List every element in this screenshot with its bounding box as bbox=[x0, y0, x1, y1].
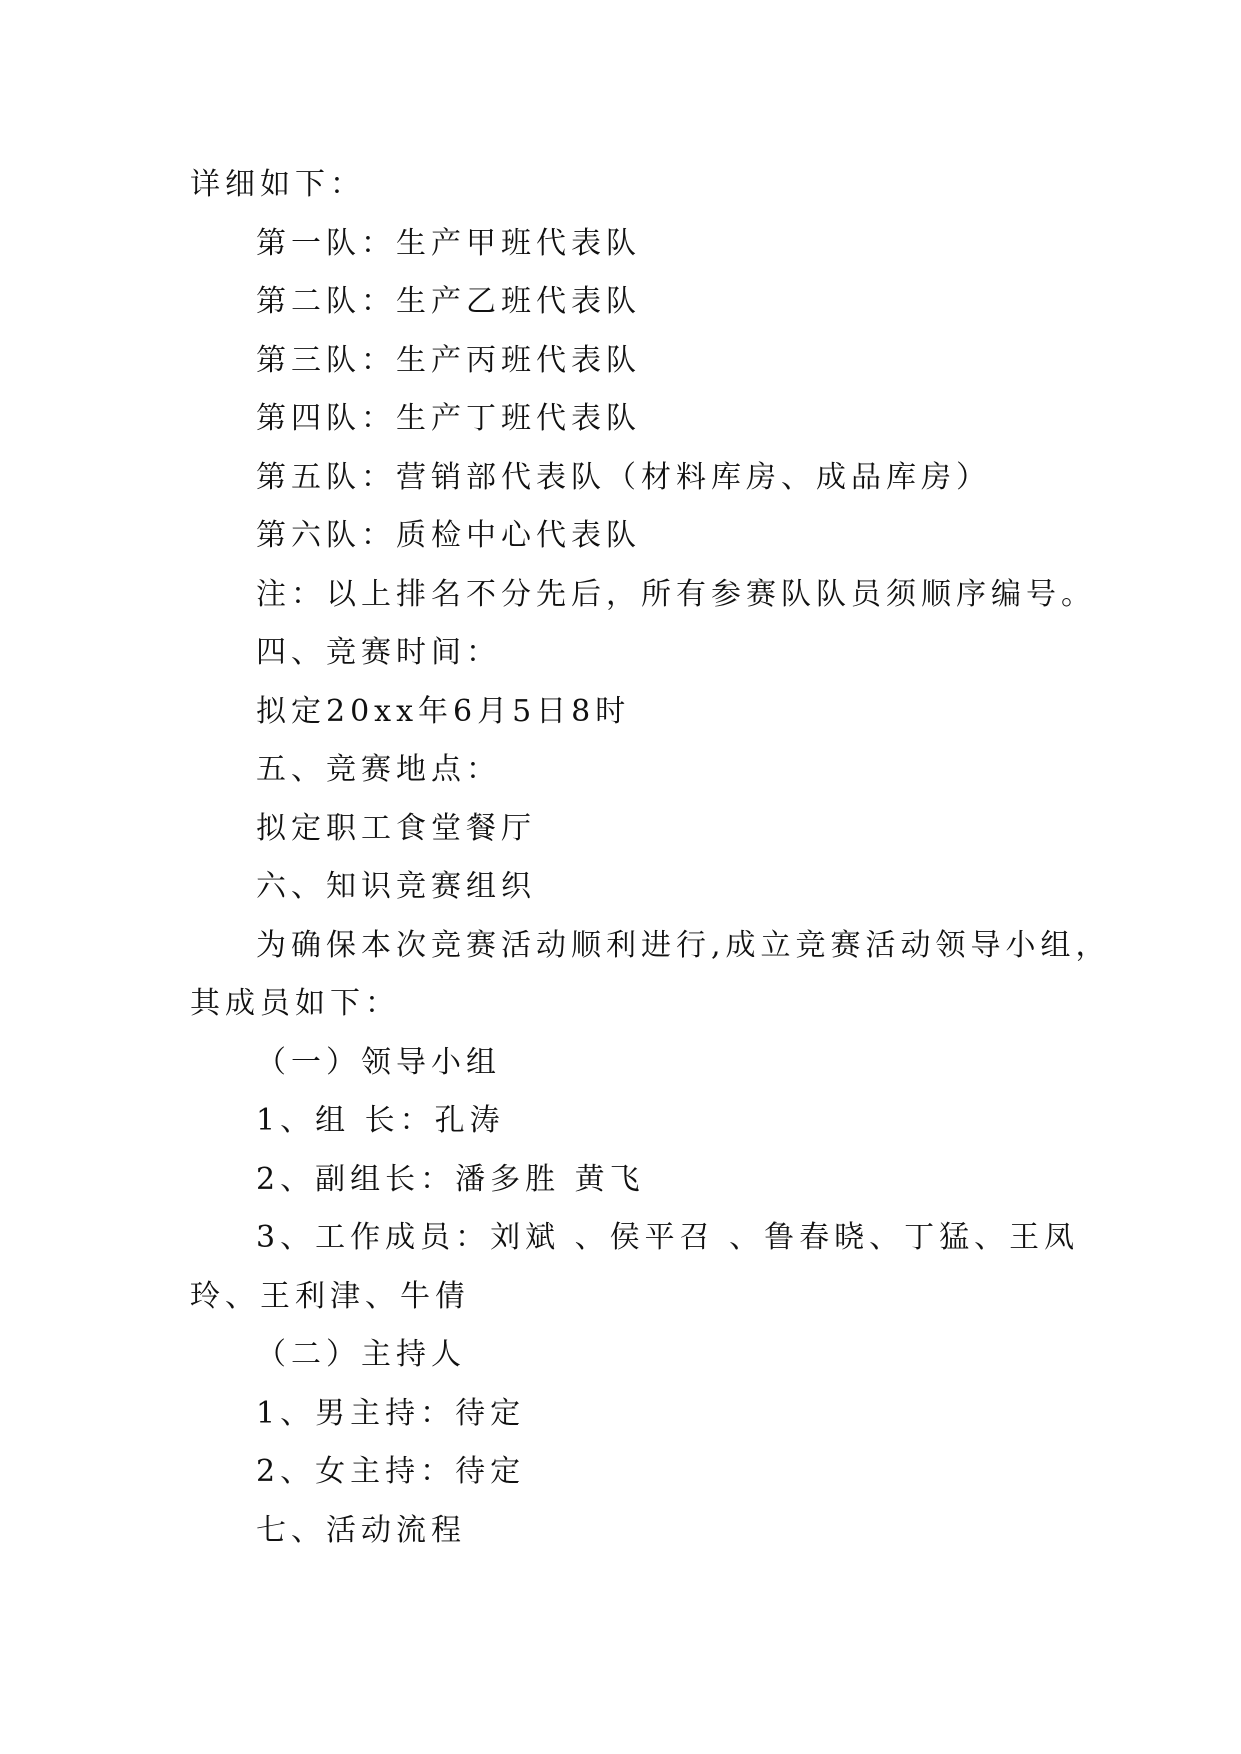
leadership-group-heading: （一）领导小组 bbox=[256, 1044, 501, 1080]
deputy-leader-line: 2、副组长：潘多胜 黄飞 bbox=[256, 1161, 645, 1197]
section-4-heading: 四、竞赛时间： bbox=[256, 635, 501, 670]
team-3-line: 第三队：生产丙班代表队 bbox=[256, 342, 641, 378]
female-host-line: 2、女主持：待定 bbox=[256, 1454, 526, 1489]
organization-paragraph-line-2: 其成员如下： bbox=[190, 986, 400, 1021]
section-7-heading: 七、活动流程 bbox=[256, 1512, 466, 1548]
intro-line: 详细如下： bbox=[190, 167, 365, 202]
team-1-line: 第一队：生产甲班代表队 bbox=[256, 225, 641, 261]
team-6-line: 第六队：质检中心代表队 bbox=[256, 518, 641, 553]
organization-paragraph-line-1: 为确保本次竞赛活动顺利进行,成立竞赛活动领导小组， bbox=[256, 927, 1111, 963]
working-members-line-1: 3、工作成员：刘斌 、侯平召 、鲁春晓、丁猛、王凤 bbox=[256, 1220, 1080, 1255]
working-members-line-2: 玲、王利津、牛倩 bbox=[190, 1278, 470, 1314]
section-5-heading: 五、竞赛地点： bbox=[256, 752, 501, 787]
note-line: 注：以上排名不分先后，所有参赛队队员须顺序编号。 bbox=[256, 576, 1096, 612]
team-5-line: 第五队：营销部代表队（材料库房、成品库房） bbox=[256, 459, 991, 495]
document-body bbox=[190, 156, 1111, 1560]
team-2-line: 第二队：生产乙班代表队 bbox=[256, 284, 641, 319]
team-4-line: 第四队：生产丁班代表队 bbox=[256, 401, 641, 436]
section-6-heading: 六、知识竞赛组织 bbox=[256, 869, 536, 904]
male-host-line: 1、男主持：待定 bbox=[256, 1395, 526, 1431]
competition-time-line: 拟定20xx年6月5日8时 bbox=[256, 693, 631, 729]
group-leader-line: 1、组 长：孔涛 bbox=[256, 1103, 505, 1138]
competition-venue-line: 拟定职工食堂餐厅 bbox=[256, 810, 536, 846]
hosts-heading: （二）主持人 bbox=[256, 1337, 466, 1372]
